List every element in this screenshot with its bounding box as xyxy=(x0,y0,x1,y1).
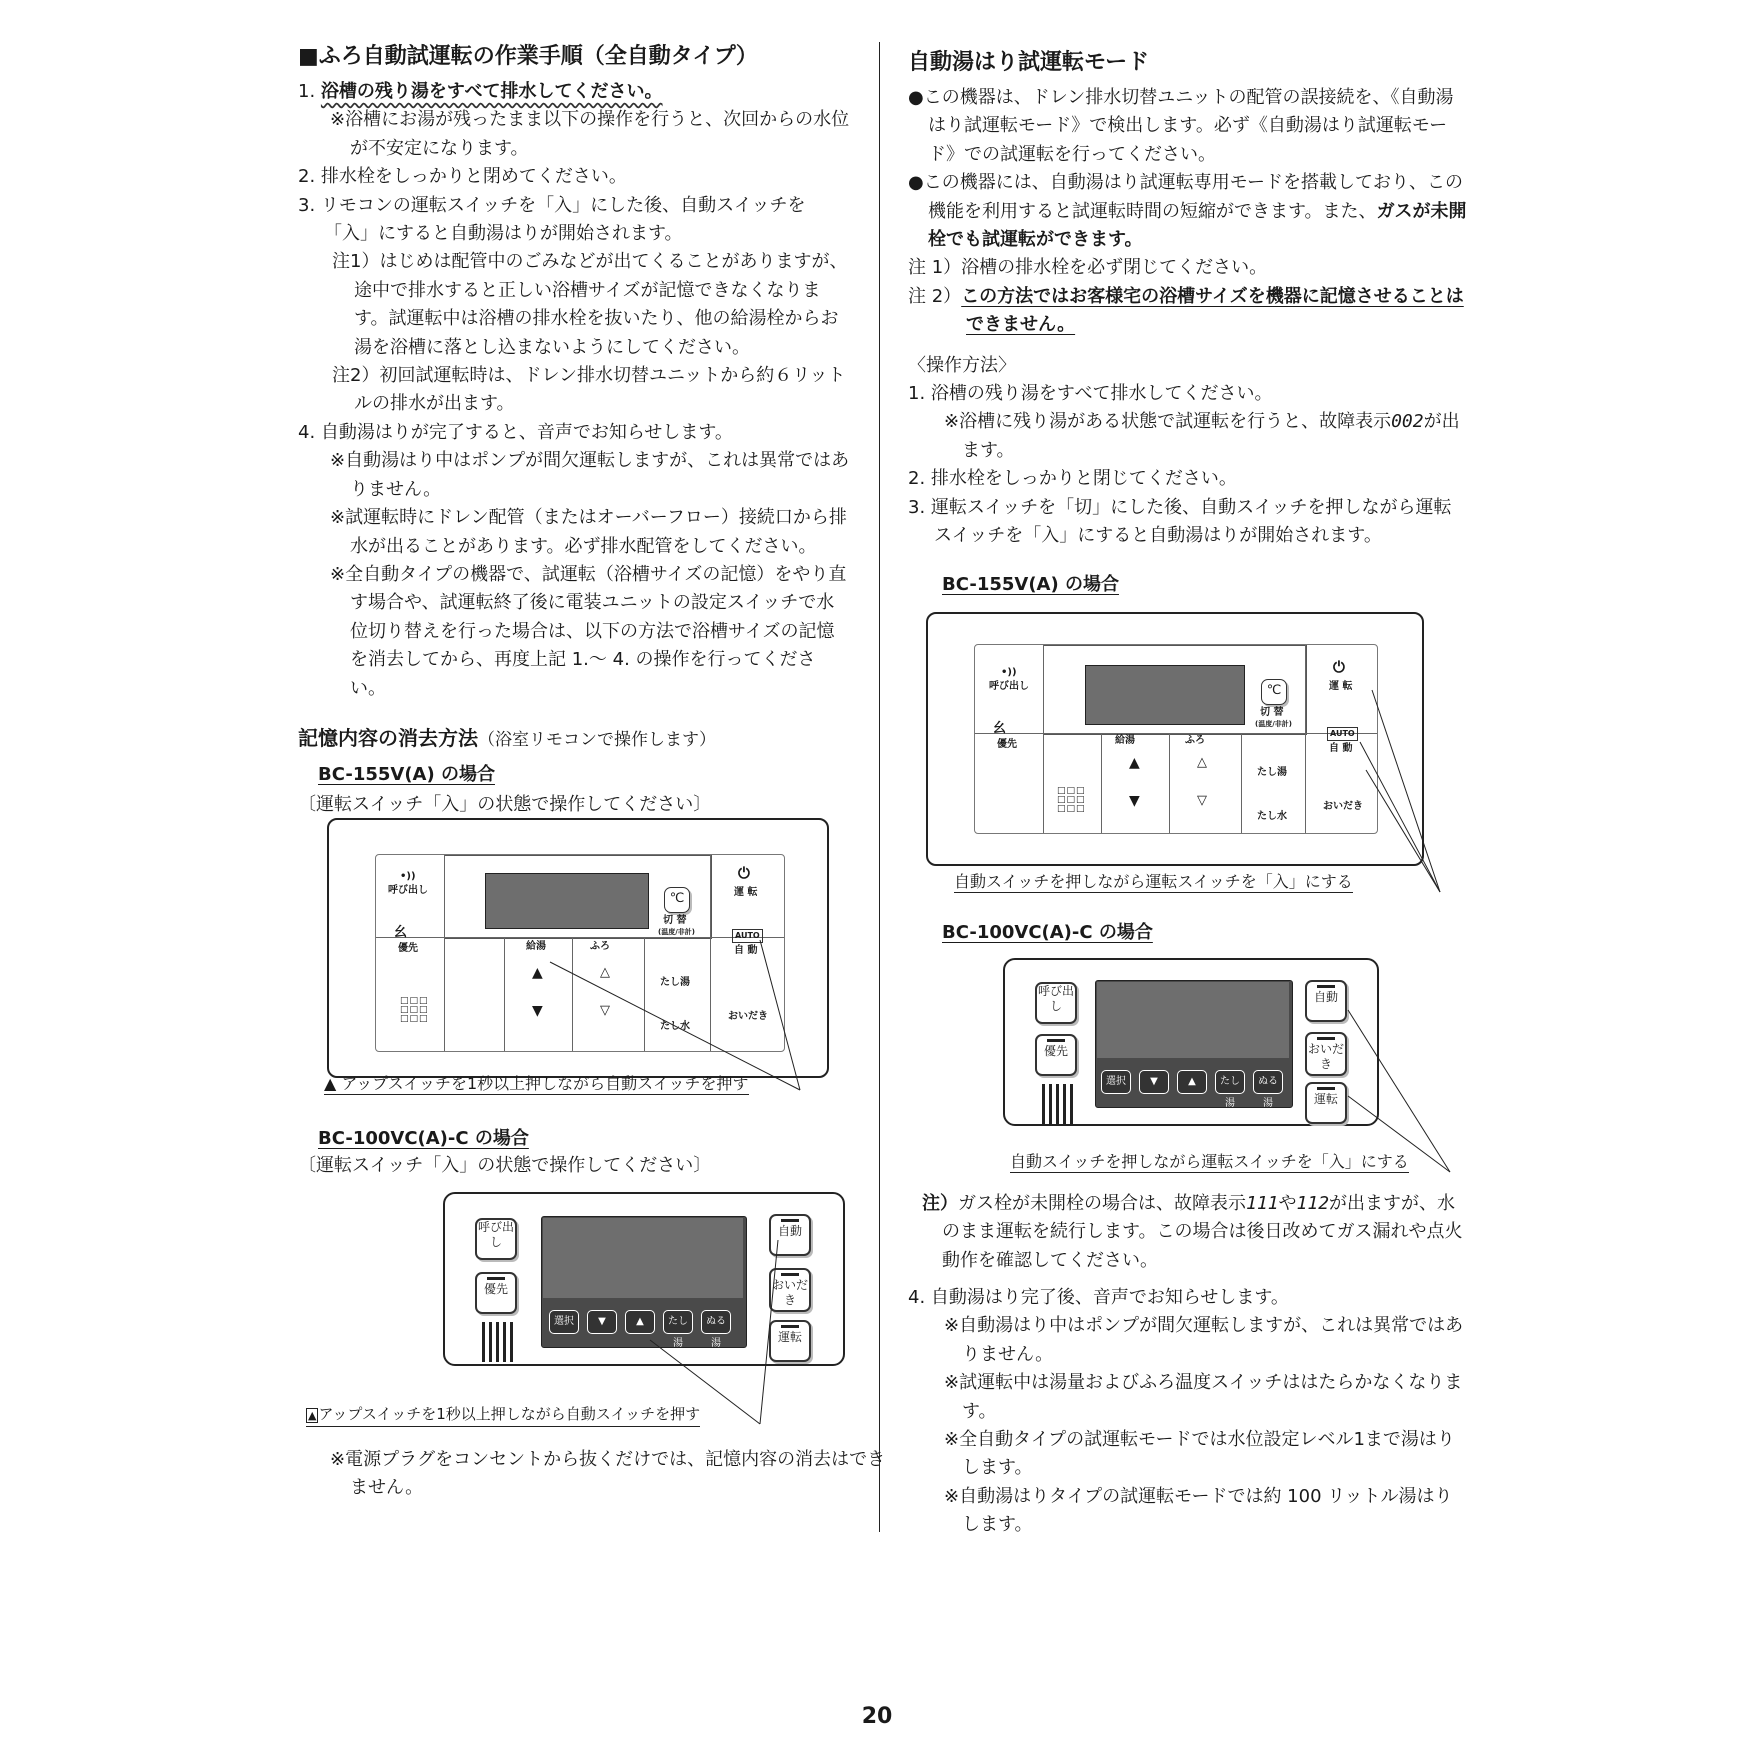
tashiyu-label[interactable]: たし湯 xyxy=(660,977,690,988)
step-4-note-2: ※試運転時にドレン配管（またはオーバーフロー）接続口から排水が出ることがあります。必ず排水配管をしてください。 xyxy=(330,507,847,557)
furo-up-button[interactable]: △ xyxy=(600,965,610,980)
remote-bc155-right xyxy=(926,612,1424,866)
priority-button[interactable]: 優先 xyxy=(475,1272,517,1314)
priority-label: 優先 xyxy=(398,943,418,954)
tashiyu-label[interactable]: たし湯 xyxy=(1257,767,1287,778)
oidaki-label[interactable]: おいだき xyxy=(728,1011,768,1022)
up-switch-icon: ▲ xyxy=(308,1409,317,1422)
power-icon: ⏻ xyxy=(738,864,750,882)
remote-inner-panel xyxy=(375,854,785,1052)
speaker-grille xyxy=(482,1322,517,1366)
down-button[interactable]: ▼ xyxy=(587,1310,617,1334)
kyuto-label: 給湯 xyxy=(526,941,546,952)
op-4: 4. 自動湯はり完了後、音声でお知らせします。 xyxy=(908,1287,1289,1308)
call-button[interactable]: 呼び出し xyxy=(475,1218,517,1260)
furo-label: ふろ xyxy=(590,941,610,952)
step-2: 2. 排水栓をしっかりと閉めてください。 xyxy=(298,166,627,188)
speaker-dots: □□□ □□□ □□□ xyxy=(400,996,429,1024)
op-2: 2. 排水栓をしっかりと閉じてください。 xyxy=(908,468,1237,490)
tashiyu-button[interactable]: たし湯 xyxy=(1215,1070,1245,1094)
select-button[interactable]: 選択 xyxy=(1101,1070,1131,1094)
right-column xyxy=(908,42,1468,551)
remote-bc100-left xyxy=(443,1192,845,1366)
right-bc100-title: BC-100VC(A)-C の場合 xyxy=(942,922,1153,943)
lcd-display xyxy=(543,1218,743,1298)
speaker-grille xyxy=(1042,1084,1077,1128)
auto-label[interactable]: AUTO xyxy=(732,929,763,943)
unten-button[interactable]: 運転 xyxy=(769,1320,811,1362)
left-bc155-title: BC-155V(A) の場合 xyxy=(318,763,495,785)
oidaki-label[interactable]: おいだき xyxy=(1323,801,1363,812)
remote-bc100-right xyxy=(1003,958,1379,1126)
switch-sub-label: (温度/非計) xyxy=(658,928,695,936)
note-1: 注 1）浴槽の排水栓を必ず閉じてください。 xyxy=(908,257,1268,279)
op-label: 〈操作方法〉 xyxy=(908,354,1016,376)
auto-label[interactable]: AUTO xyxy=(1327,727,1358,741)
jido-label[interactable]: 自 動 xyxy=(734,945,758,956)
op-1: 1. 浴槽の残り湯をすべて排水してください。 xyxy=(908,383,1273,405)
op-4-note-3: ※全自動タイプの試運転モードでは水位設定レベル1まで湯はりします。 xyxy=(944,1429,1455,1479)
oidaki-button[interactable]: おいだき xyxy=(769,1268,811,1312)
unten-label[interactable]: 運 転 xyxy=(1329,681,1353,692)
column-divider xyxy=(879,42,880,1532)
nuruyu-button[interactable]: ぬる湯 xyxy=(1253,1070,1283,1094)
priority-icon: ⺓ xyxy=(394,925,408,940)
note-2: 注 2）この方法ではお客様宅の浴槽サイズを機器に記憶させることはできません。 xyxy=(908,285,1464,336)
left-bc100-note: 〔運転スイッチ「入」の状態で操作してください〕 xyxy=(298,1155,712,1176)
up-button[interactable]: ▲ xyxy=(625,1310,655,1334)
call-label: 呼び出し xyxy=(388,885,428,896)
lcd-screen xyxy=(485,873,649,929)
kyuto-down-button[interactable]: ▼ xyxy=(1129,793,1140,809)
furo-label: ふろ xyxy=(1185,735,1205,746)
op-4-note-1: ※自動湯はり中はポンプが間欠運転しますが、これは異常ではありません。 xyxy=(944,1315,1464,1365)
speaker-dots: □□□ □□□ □□□ xyxy=(1057,786,1086,814)
lcd-screen xyxy=(1085,665,1245,725)
priority-label: 優先 xyxy=(997,739,1017,750)
furo-down-button[interactable]: ▽ xyxy=(600,1003,610,1018)
tashimizu-label[interactable]: たし水 xyxy=(660,1021,690,1032)
unten-button[interactable]: 運転 xyxy=(1305,1082,1347,1124)
priority-icon: ⺓ xyxy=(993,721,1007,736)
furo-down-button[interactable]: ▽ xyxy=(1197,793,1207,808)
bullet-2: ●この機器には、自動湯はり試運転専用モードを搭載しており、この機能を利用すると試運転時間の短縮ができます。また、ガスが未開栓でも試運転ができます。 xyxy=(908,172,1467,251)
power-icon: ⏻ xyxy=(1333,658,1345,676)
call-label: 呼び出し xyxy=(989,681,1029,692)
down-button[interactable]: ▼ xyxy=(1139,1070,1169,1094)
right-title: 自動湯はり試運転モード xyxy=(908,50,1150,75)
call-icon: •)) xyxy=(400,871,416,882)
priority-button[interactable]: 優先 xyxy=(1035,1034,1077,1076)
select-button[interactable]: 選択 xyxy=(549,1310,579,1334)
op-4-note-4: ※自動湯はりタイプの試運転モードでは約 100 リットル湯はりします。 xyxy=(944,1485,1453,1536)
step-1: 1. 浴槽の残り湯をすべて排水してください。 xyxy=(298,81,663,102)
op-4-note-2: ※試運転中は湯量およびふろ温度スイッチははたらかなくなります。 xyxy=(944,1372,1463,1422)
kyuto-up-button[interactable]: ▲ xyxy=(1129,755,1140,771)
step-4-note-3: ※全自動タイプの機器で、試運転（浴槽サイズの記憶）をやり直す場合や、試運転終了後に電装ユニットの設定スイッチで水位切り替えを行った場合は、以下の方法で浴槽サイズの記憶を消去してから、再度上記 1.～ 4. の操作を行ってください。 xyxy=(330,563,847,699)
call-icon: •)) xyxy=(1001,667,1017,678)
left-bc100-caption: ▲ アップスイッチを1秒以上押しながら自動スイッチを押す xyxy=(306,1404,700,1427)
step-3-note-1: 注1）はじめは配管中のごみなどが出てくることがありますが、途中で排水すると正しい浴槽サイズが記憶できなくなります。試運転中は浴槽の排水栓を抜いたり、他の給湯栓からお湯を浴槽に落とし込まないようにしてください。 xyxy=(332,251,848,358)
left-bc155-note: 〔運転スイッチ「入」の状態で操作してください〕 xyxy=(298,794,712,816)
right-bc100-caption: 自動スイッチを押しながら運転スイッチを「入」にする xyxy=(1010,1152,1409,1171)
op-3: 3. 運転スイッチを「切」にした後、自動スイッチを押しながら運転スイッチを「入」にすると自動湯はりが開始されます。 xyxy=(908,496,1452,547)
switch-button[interactable]: ℃ xyxy=(1261,679,1287,705)
left-title: ■ふろ自動試運転の作業手順（全自動タイプ） xyxy=(298,44,758,69)
remote-bc155-left xyxy=(327,818,829,1078)
furo-up-button[interactable]: △ xyxy=(1197,755,1207,770)
step-4-note-1: ※自動湯はり中はポンプが間欠運転しますが、これは異常ではありません。 xyxy=(330,450,850,500)
right-bc155-title: BC-155V(A) の場合 xyxy=(942,574,1119,595)
step-4: 4. 自動湯はりが完了すると、音声でお知らせします。 xyxy=(298,421,733,443)
right-lower xyxy=(922,1190,1468,1275)
bullet-1: ●この機器は、ドレン排水切替ユニットの配管の誤接続を、《自動湯はり試運転モード》で検出します。必ず《自動湯はり試運転モード》での試運転を行ってください。 xyxy=(908,87,1454,165)
switch-sub-label: (温度/非計) xyxy=(1255,720,1292,728)
op-1-note: ※浴槽に残り湯がある状態で試運転を行うと、故障表示002が出ます。 xyxy=(944,411,1460,461)
switch-button[interactable]: ℃ xyxy=(664,887,690,913)
left-bc155-caption: ▲ アップスイッチを1秒以上押しながら自動スイッチを押す xyxy=(324,1074,749,1093)
step-1-note: ※浴槽にお湯が残ったまま以下の操作を行うと、次回からの水位が不安定になります。 xyxy=(330,109,850,159)
right-op4-block xyxy=(908,1284,1468,1540)
switch-label: 切 替 xyxy=(663,915,687,926)
jido-label[interactable]: 自 動 xyxy=(1329,743,1353,754)
step-3-note-2: 注2）初回試運転時は、ドレン排水切替ユニットから約６リットルの排水が出ます。 xyxy=(332,365,846,415)
oidaki-button[interactable]: おいだき xyxy=(1305,1032,1347,1076)
tashimizu-label[interactable]: たし水 xyxy=(1257,811,1287,822)
page-number: 20 xyxy=(861,1704,893,1729)
jido-button[interactable]: 自動 xyxy=(769,1214,811,1256)
unten-label[interactable]: 運 転 xyxy=(734,887,758,898)
kyuto-label: 給湯 xyxy=(1115,735,1135,746)
left-bc100-title: BC-100VC(A)-C の場合 xyxy=(318,1128,529,1149)
remote-inner-panel xyxy=(974,644,1378,834)
kyuto-down-button[interactable]: ▼ xyxy=(532,1003,543,1019)
footer-note: ※電源プラグをコンセントから抜くだけでは、記憶内容の消去はできません。 xyxy=(330,1449,886,1499)
up-button[interactable]: ▲ xyxy=(1177,1070,1207,1094)
switch-label: 切 替 xyxy=(1260,707,1284,718)
tashiyu-button[interactable]: たし湯 xyxy=(663,1310,693,1334)
nuruyu-button[interactable]: ぬる湯 xyxy=(701,1310,731,1334)
left-column xyxy=(298,42,850,820)
step-1-text: 浴槽の残り湯をすべて排水してください。 xyxy=(320,81,663,102)
step-3: 3. リモコンの運転スイッチを「入」にした後、自動スイッチを「入」にすると自動湯はりが開始されます。 xyxy=(298,194,806,245)
erase-title: 記憶内容の消去方法（浴室リモコンで操作します） xyxy=(298,725,716,750)
kyuto-up-button[interactable]: ▲ xyxy=(532,965,543,981)
call-button[interactable]: 呼び出し xyxy=(1035,982,1077,1024)
gas-note: 注）ガス栓が未開栓の場合は、故障表示111や112が出ますが、水のまま運転を続行します。この場合は後日改めてガス漏れや点火動作を確認してください。 xyxy=(922,1193,1463,1271)
lcd-display xyxy=(1097,982,1289,1058)
right-bc155-caption: 自動スイッチを押しながら運転スイッチを「入」にする xyxy=(954,872,1353,891)
jido-button[interactable]: 自動 xyxy=(1305,980,1347,1022)
